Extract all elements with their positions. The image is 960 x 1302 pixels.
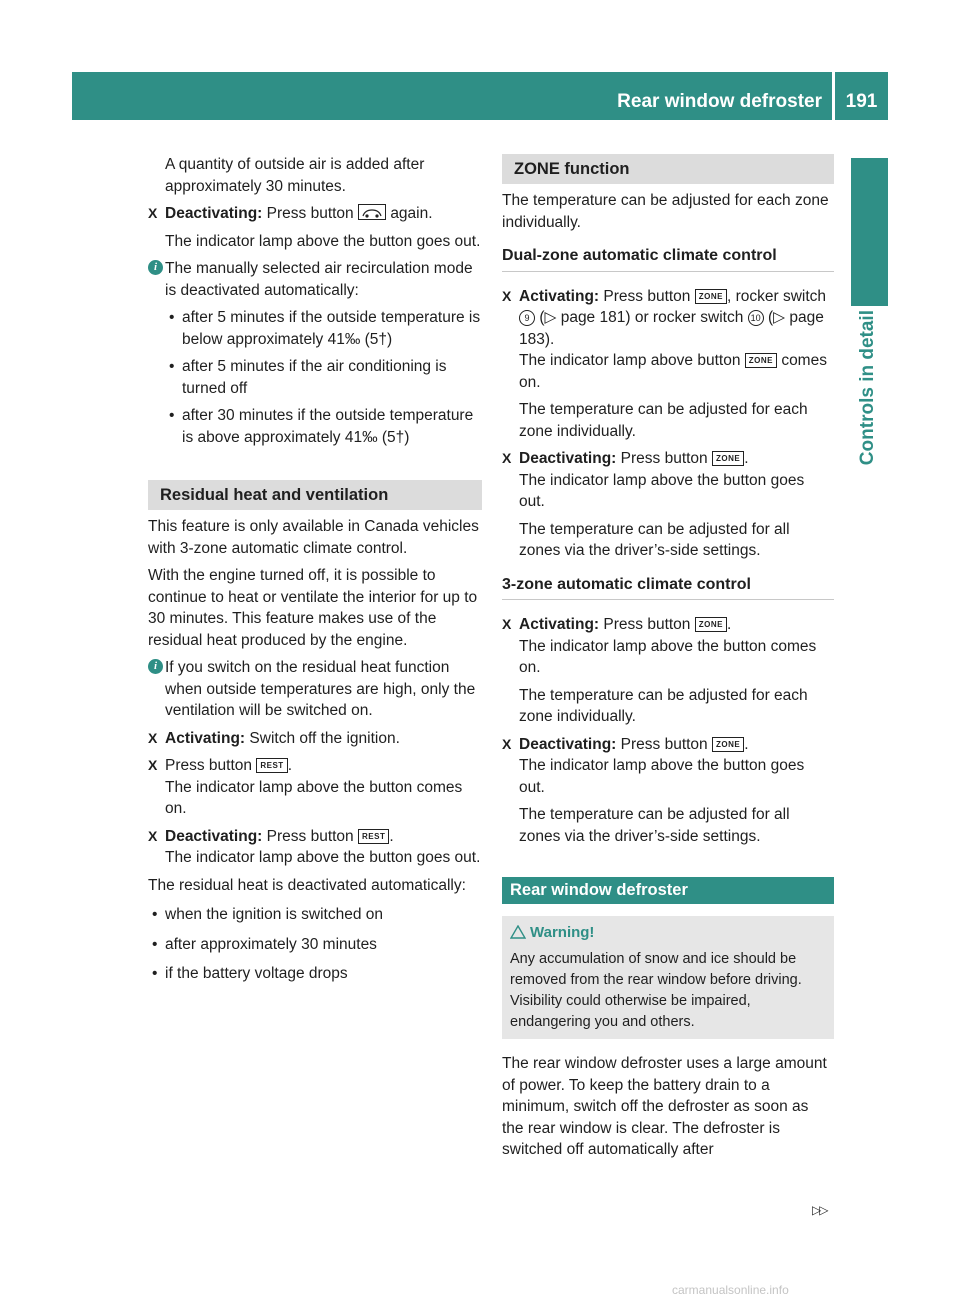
- rest-button-icon: REST: [256, 758, 287, 773]
- info-note-residual: i If you switch on the residual heat function when outside temperatures are high, only the ventilation will be switched on.: [148, 657, 482, 722]
- info-note-recirculation: i The manually selected air recirculation mode is deactivated automatically: • after 5 minutes if the outside temperature is below approximately 41‰ (5†) • after 5 minutes if the air conditioning is turned off • after 30 minutes if the outside temperature is above approximately 41‰ (5†): [148, 258, 482, 448]
- paragraph: This feature is only available in Canada vehicles with 3-zone automatic climate control.: [148, 518, 479, 557]
- side-tab-marker: [851, 158, 888, 306]
- step-dual-activating: X Activating: Press button ZONE , rocker switch 9 (▷ page 181) or rocker switch 10 (▷ page 183). The indicator lamp above button ZONE comes on. The temperature can be adjusted for each zone individually.: [502, 287, 827, 440]
- running-title: Rear window defroster: [617, 91, 822, 112]
- step-deactivating-rest: X Deactivating: Press button REST . The indicator lamp above the button goes out.: [148, 827, 481, 866]
- subheading-3-zone: 3-zone automatic climate control: [502, 574, 834, 601]
- warning-text: Any accumulation of snow and ice should be removed from the rear window before driving. Visibility could otherwise be impaired, endangering you and others.: [510, 951, 802, 1030]
- header-bar: [72, 72, 832, 120]
- rocker-switch-10-icon: 10: [748, 310, 764, 326]
- step-arrow-icon: X: [502, 735, 512, 752]
- step-arrow-icon: X: [502, 287, 512, 304]
- section-heading-defroster: Rear window defroster: [502, 877, 834, 904]
- rest-button-icon: REST: [358, 829, 389, 844]
- paragraph: With the engine turned off, it is possible to continue to heat or ventilate the interior for up to 30 minutes. This feature makes use of the residual heat produced by the engine.: [148, 567, 478, 649]
- warning-triangle-icon: [510, 924, 526, 945]
- recirculation-button-icon: [358, 204, 386, 220]
- list-item: • after 5 minutes if the air conditioning is turned off: [169, 358, 447, 397]
- step-press-rest: X Press button REST . The indicator lamp above the button comes on.: [148, 757, 463, 817]
- step-3zone-deactivating: X Deactivating: Press button ZONE . The indicator lamp above the button goes out. The temperature can be adjusted for all zones via the driver’s-side settings.: [502, 735, 805, 845]
- paragraph: The rear window defroster uses a large amount of power. To keep the battery drain to a minimum, switch off the defroster as soon as the rear window is clear. The defroster is switched off automatically after: [502, 1055, 827, 1158]
- zone-button-icon: ZONE: [695, 617, 727, 632]
- continued-arrow-icon: ▷▷: [812, 1203, 827, 1217]
- step-deactivating: X Deactivating: Press button again. The indicator lamp above the button goes out.: [148, 205, 481, 250]
- info-icon: i: [148, 659, 163, 674]
- step-dual-deactivating: X Deactivating: Press button ZONE . The indicator lamp above the button goes out. The temperature can be adjusted for all zones via the driver’s-side settings.: [502, 450, 805, 559]
- list-item: • after 30 minutes if the outside temperature is above approximately 41‰ (5†): [169, 407, 474, 446]
- step-arrow-icon: X: [148, 729, 158, 746]
- left-column: [148, 154, 482, 985]
- warning-box: [502, 916, 834, 1039]
- zone-button-icon: ZONE: [712, 737, 744, 752]
- list-item: • after 5 minutes if the outside temperature is below approximately 41‰ (5†): [169, 309, 481, 348]
- warning-title: Warning!: [510, 922, 826, 945]
- section-heading-zone: ZONE function: [502, 154, 834, 184]
- subheading-dual-zone: Dual-zone automatic climate control: [502, 245, 834, 272]
- footer-watermark: carmanualsonline.info: [672, 1283, 789, 1297]
- step-arrow-icon: X: [502, 616, 512, 632]
- step-3zone-activating: X Activating: Press button ZONE . The indicator lamp above the button comes on. The temperature can be adjusted for each zone individually.: [502, 616, 817, 725]
- step-arrow-icon: X: [148, 757, 158, 773]
- step-arrow-icon: X: [148, 827, 158, 844]
- rocker-switch-9-icon: 9: [519, 310, 535, 326]
- info-icon: i: [148, 260, 163, 275]
- list-item: • when the ignition is switched on: [152, 906, 383, 923]
- step-activating: X Activating: Switch off the ignition.: [148, 728, 482, 750]
- intro-text: A quantity of outside air is added after approximately 30 minutes.: [165, 156, 425, 195]
- page-number: 191: [835, 72, 888, 120]
- list-item: • after approximately 30 minutes: [152, 935, 377, 953]
- zone-button-icon: ZONE: [695, 289, 727, 304]
- paragraph: The residual heat is deactivated automatically:: [148, 876, 466, 894]
- zone-button-icon: ZONE: [712, 451, 744, 466]
- side-tab-label: Controls in detail: [857, 310, 878, 466]
- step-arrow-icon: X: [502, 450, 512, 466]
- section-heading-residual-heat: Residual heat and ventilation: [148, 480, 482, 510]
- zone-button-icon: ZONE: [745, 353, 777, 368]
- right-column: [502, 154, 834, 1167]
- list-item: • if the battery voltage drops: [152, 965, 348, 982]
- paragraph: The temperature can be adjusted for each zone individually.: [502, 192, 829, 231]
- step-arrow-icon: X: [148, 205, 158, 221]
